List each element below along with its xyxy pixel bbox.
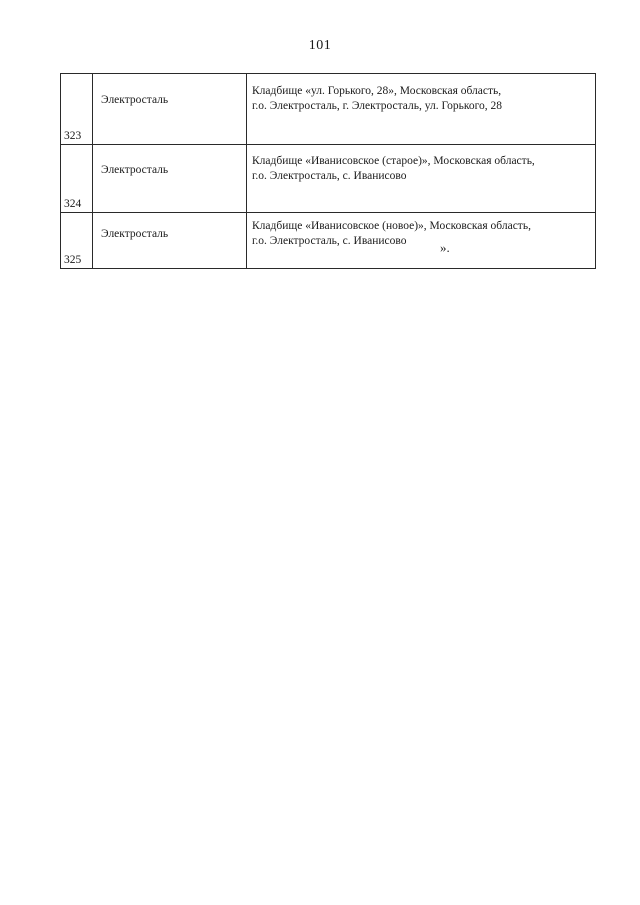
table-row <box>61 213 596 269</box>
city-cell: Электросталь <box>93 213 247 269</box>
address-line: г.о. Электросталь, г. Электросталь, ул. Горького, 28 <box>252 100 503 112</box>
address-line: Кладбище «Иванисовское (новое)», Московская область, <box>252 220 531 232</box>
row-number: 323 <box>64 130 82 142</box>
row-number: 324 <box>64 198 82 210</box>
page-number: 101 <box>308 38 332 53</box>
address-line: Кладбище «ул. Горького, 28», Московская область, <box>252 85 502 97</box>
address-line: г.о. Электросталь, с. Иванисово <box>252 235 407 247</box>
cemetery-table <box>60 73 596 269</box>
address-cell <box>247 213 596 269</box>
address-line: г.о. Электросталь, с. Иванисово <box>252 170 407 182</box>
table-row <box>61 74 596 145</box>
address-cell <box>247 74 596 145</box>
city-cell: Электросталь <box>93 74 247 145</box>
row-number-cell <box>61 213 93 269</box>
row-number-cell <box>61 145 93 213</box>
city-cell: Электросталь <box>93 145 247 213</box>
closing-quote-mark: ». <box>440 240 450 255</box>
address-cell <box>247 145 596 213</box>
address-line: Кладбище «Иванисовское (старое)», Московская область, <box>252 155 535 167</box>
table-row <box>61 145 596 213</box>
row-number-cell <box>61 74 93 145</box>
row-number: 325 <box>64 254 82 266</box>
